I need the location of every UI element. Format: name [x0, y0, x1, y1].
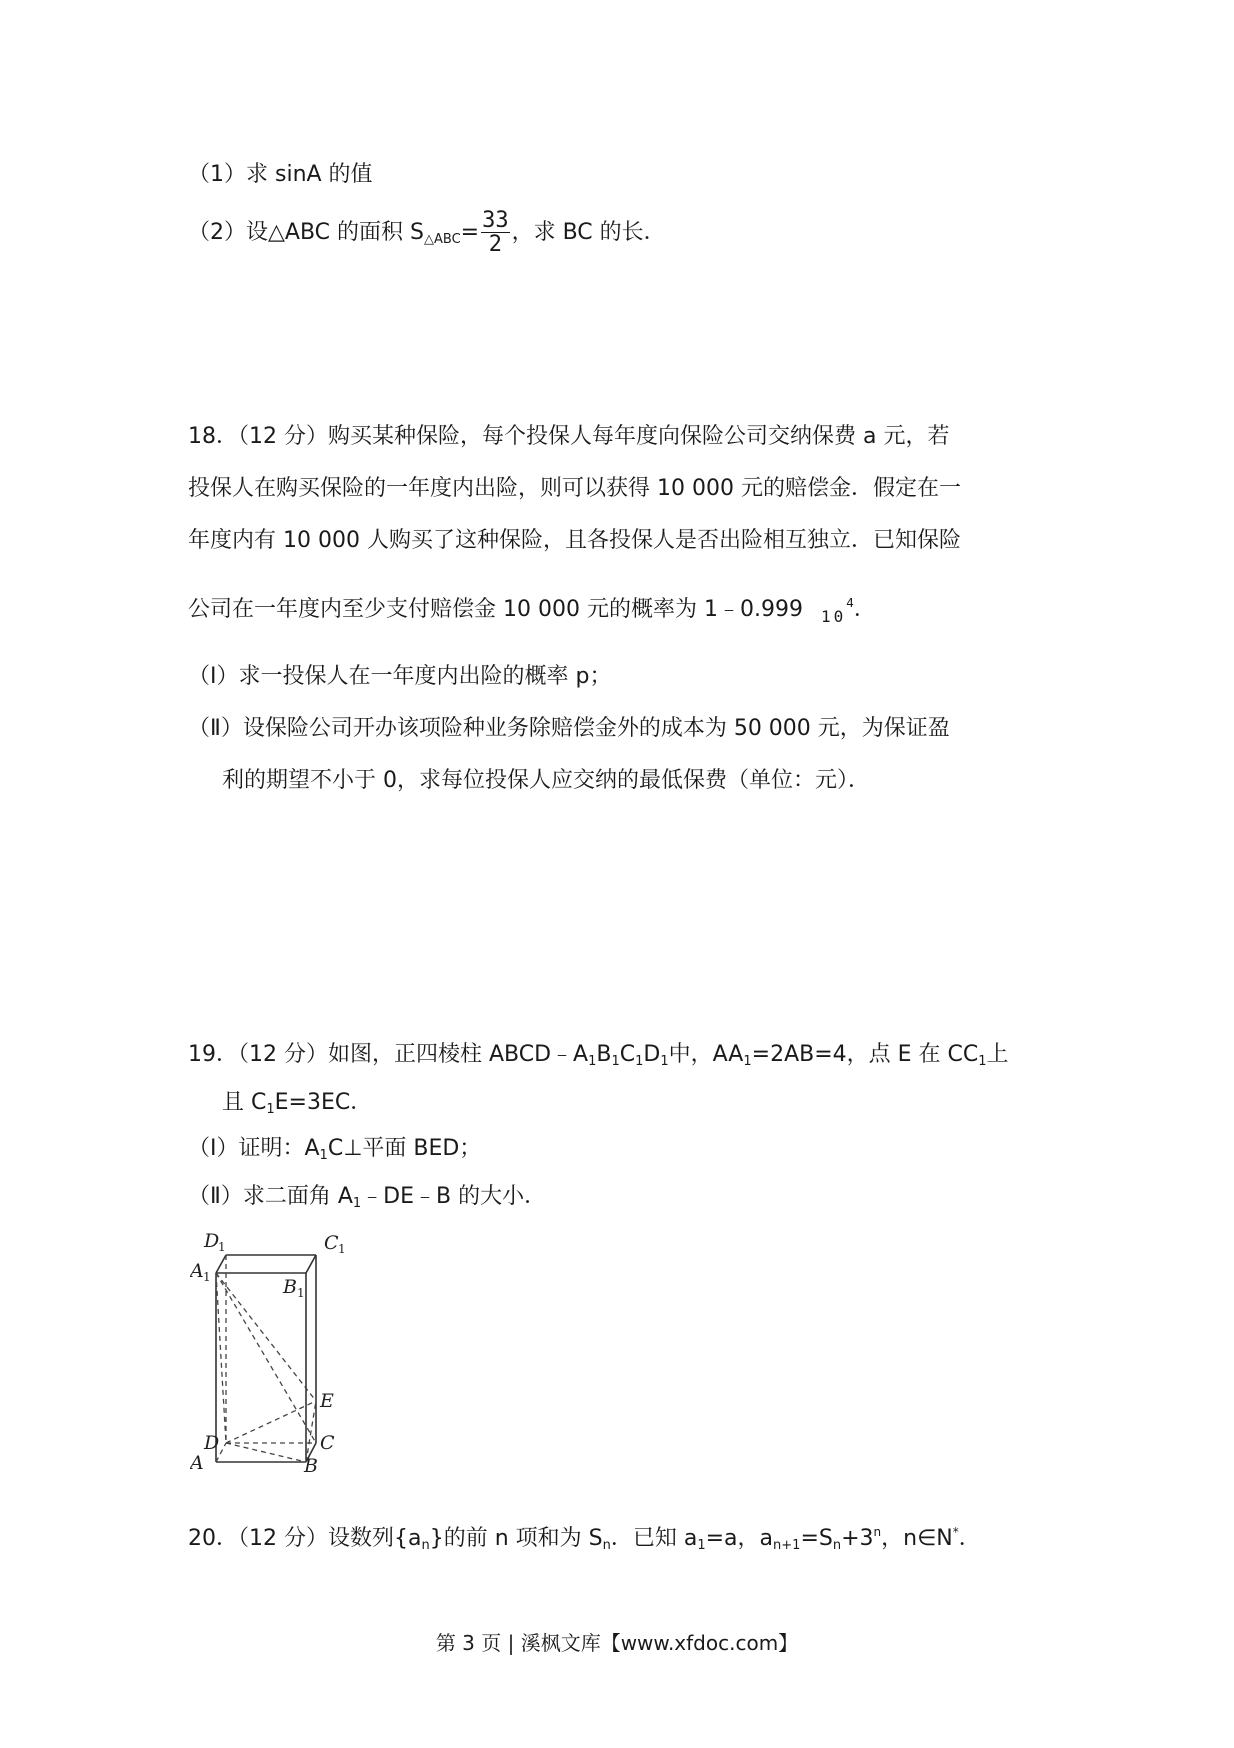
- q20-text-g: ，n∈N: [881, 1526, 953, 1551]
- q19-letter-c: C: [619, 1042, 636, 1067]
- segment-a1d: [216, 1273, 226, 1443]
- subscript-one: 1: [660, 1054, 669, 1069]
- q20-text-h: ．: [958, 1526, 981, 1551]
- label-c: C: [320, 1432, 335, 1454]
- label-b1: B: [283, 1276, 297, 1298]
- subscript-one: 1: [319, 1148, 328, 1163]
- q18-exponent-power: 4: [846, 596, 854, 610]
- superscript-n: n: [873, 1525, 882, 1539]
- q20-text-d: =a，a: [705, 1526, 774, 1551]
- subscript-n: n: [832, 1538, 842, 1553]
- label-d1: D: [204, 1230, 220, 1252]
- q19-item2-text: （Ⅱ）求二面角 A: [188, 1184, 353, 1209]
- label-sub: 1: [218, 1240, 226, 1254]
- q20-text-a: 20．（12 分）设数列{a: [188, 1526, 422, 1551]
- label-b: B: [304, 1455, 318, 1475]
- q17-fraction-denominator: 2: [488, 232, 502, 257]
- page-footer: 第 3 页 | 溪枫文库【www.xfdoc.com】: [435, 1631, 799, 1655]
- prism-figure: [190, 1225, 390, 1475]
- label-a: A: [190, 1452, 204, 1474]
- label-c1: C: [324, 1232, 339, 1254]
- q18-line4: [188, 586, 876, 634]
- subscript-one: 1: [697, 1538, 706, 1553]
- q19-line1: [188, 1038, 1009, 1079]
- subscript-one: 1: [635, 1054, 644, 1069]
- q17-part2-text: （2）设△ABC 的面积 S: [188, 220, 424, 245]
- label-sub: 1: [297, 1286, 305, 1300]
- subscript-n-plus-1: n+1: [773, 1538, 801, 1553]
- label-a1: A: [190, 1260, 204, 1282]
- label-sub: 1: [338, 1242, 346, 1256]
- q19-item2: [188, 1180, 546, 1221]
- q19-line1-text: 19．（12 分）如图，正四棱柱 ABCD﹣A: [188, 1042, 589, 1067]
- q18-line1: 18．（12 分）购买某种保险，每个投保人每年度向保险公司交纳保费 a 元，若: [188, 424, 950, 449]
- q19-letter-d: D: [643, 1042, 661, 1067]
- q18-line3: 年度内有 10 000 人购买了这种保险，且各投保人是否出险相互独立．已知保险: [188, 528, 961, 553]
- subscript-n: n: [421, 1538, 430, 1553]
- q17-fraction: [481, 210, 510, 256]
- subscript-n: n: [602, 1538, 611, 1553]
- label-e: E: [320, 1390, 334, 1412]
- q20-line1: [188, 1515, 981, 1563]
- q18-line4-text: 公司在一年度内至少支付赔偿金 10 000 元的概率为 1﹣0.999: [188, 597, 803, 622]
- label-sub: 1: [203, 1270, 211, 1284]
- q19-item1-end: C⊥平面 BED；: [327, 1136, 482, 1161]
- q19-line2: [222, 1086, 372, 1127]
- q19-item1: [188, 1132, 481, 1173]
- q20-text-c: ．已知 a: [610, 1526, 698, 1551]
- q18-item2b: 利的期望不小于 0，求每位投保人应交纳的最低保费（单位：元）．: [222, 768, 870, 793]
- edge-b1c1: [306, 1255, 316, 1273]
- subscript-one: 1: [743, 1054, 752, 1069]
- q18-exponent: 10: [820, 607, 847, 626]
- q17-fraction-numerator: 33: [482, 208, 509, 233]
- q19-text-shang: 上: [986, 1042, 1009, 1067]
- q19-letter-b: B: [596, 1042, 612, 1067]
- subscript-one: 1: [352, 1196, 362, 1211]
- q17-equals: =: [460, 220, 480, 245]
- q19-line2-end: E=3EC．: [274, 1090, 373, 1115]
- segment-db: [226, 1443, 306, 1462]
- q20-text-b: }的前 n 项和为 S: [429, 1526, 603, 1551]
- q19-item1-text: （Ⅰ）证明：A: [188, 1136, 320, 1161]
- edge-a1d1: [216, 1255, 226, 1273]
- q19-line2-text: 且 C: [222, 1090, 267, 1115]
- subscript-one: 1: [611, 1054, 620, 1069]
- subscript-one: 1: [978, 1054, 987, 1069]
- subscript-one: 1: [588, 1054, 597, 1069]
- q20-text-f: +3: [841, 1526, 874, 1551]
- q19-item2-end: ﹣DE﹣B 的大小．: [361, 1184, 547, 1209]
- q18-line4-end: ．: [853, 597, 876, 622]
- q19-text-aa: 中，AA: [668, 1042, 744, 1067]
- q19-text-point-e: =2AB=4，点 E 在 CC: [751, 1042, 979, 1067]
- q17-part2-end: ，求 BC 的长．: [511, 220, 666, 245]
- q17-part1: （1）求 sinA 的值: [188, 162, 373, 187]
- subscript-one: 1: [266, 1102, 275, 1117]
- q18-item1: （Ⅰ）求一投保人在一年度内出险的概率 p；: [188, 664, 612, 689]
- segment-de: [226, 1401, 316, 1443]
- q18-item2a: （Ⅱ）设保险公司开办该项险种业务除赔偿金外的成本为 50 000 元，为保证盈: [188, 716, 950, 741]
- superscript-star: *: [952, 1525, 959, 1539]
- q18-line2: 投保人在购买保险的一年度内出险，则可以获得 10 000 元的赔偿金．假定在一: [188, 476, 961, 501]
- q17-area-subscript: △ABC: [424, 232, 461, 247]
- q17-part2: [188, 210, 666, 257]
- q20-text-e: =S: [800, 1526, 833, 1551]
- label-d: D: [204, 1432, 220, 1454]
